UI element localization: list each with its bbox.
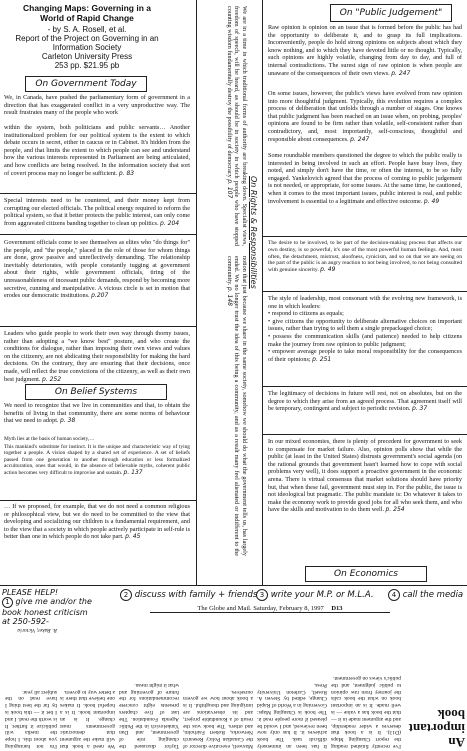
leadership-bullet: • empower average people to take moral responsibility for the consequences of their opinions; p. 251 — [268, 348, 462, 363]
clipping-title: An important book — [408, 707, 465, 750]
economics-p1-text: In our mixed economies, there is plenty of precedent for government to seek to compensate for market failure. Also, opinion polls show that while the public (at least in the United States) distrusts government's social agenda (on the rational grounds that government hasn't learned how to cope with social problems very well), it does support a proactive government in the economic arena. There is virtual consensus that market solutions should have priority but, that when these fail, government must step in. For the public, the issue is not ideological but pragmatic. The public mandate is: Do whatever it takes to make the economy work to provide good jobs for all who seek them, and who have the skills and motivation to do them well. — [268, 438, 462, 514]
government-today-p3-page: p. 204 — [160, 219, 180, 227]
economics-heading: On Economics — [334, 569, 398, 579]
public-judgement-p1-text: Raw opinion is opinion on an issue that is formed before the public has had the opportunity to deliberate it, and to grasp its full implications. Inconveniently, people do hold strong opinions on subjects about which they know nothing, and to which they have devoted little or no thought. Typically, such opinions are highly volatile, changing from day to day, and full of internal contradictions. The surest sign of raw opinion is when people are unaware of the consequences of their own views. — [268, 24, 462, 77]
public-judgement-p2-text: On some issues, however, the public's views have evolved from raw opinion into more thoughtful judgment. Typically, this evolution requires a complex process of deliberation that unfolds through a number of stages. One knows that public judgment has been reached on an issue when, on probing, peoples' opinions are found to be firm rather than volatile, self-consistent rather than contradictory, and, most importantly, self-conscious, thoughtful and responsible about consequences. — [268, 90, 462, 143]
government-today-p2 — [4, 124, 190, 177]
government-today-p3-text: Special interests need to be countered, and their money kept from corrupting our elected officials. The political energy required to reform the political system, so that it better protects the public interest, can only come from aggravated citizens banding together to clean up politics. — [4, 197, 190, 227]
government-today-p2-text: within the system, both politicians and public servants… Another institutionalized problem for our political system is the extent to which debate occurs in secret, either in caucus or in Cabinet. It's hidden from the people, and that limits the extent to which people can see and understand how the various interests represented in Parliament are being articulated, and how conflicts are being resolved. In the information society that sort of covert process may no longer be sufficient. — [4, 124, 190, 177]
leadership-bullet-text: respond to citizens as equals; — [271, 310, 344, 318]
government-today-p4-page: p.207 — [91, 292, 109, 300]
discuss-label: discuss with family + friends — [134, 590, 258, 600]
government-today-box — [25, 76, 147, 92]
book-meta: 253 pp. $21.95 pb — [54, 61, 120, 70]
divider — [263, 434, 467, 435]
public-judgement-p4 — [268, 240, 462, 274]
leadership-bullet: • possess the communication skills (and patience) needed to help citizens make the journey from raw opinion to public judgment; — [268, 332, 462, 348]
item1-number-badge: 1 — [2, 597, 13, 608]
book-publisher: Carleton University Press — [41, 52, 133, 61]
public-judgement-p1 — [268, 24, 462, 77]
clipping-col2: It has been an immensely difficult task. The book achieves it. It has only now been reviewed, and I would be pleased if more people read it. The book is Changing Maps: Governing in a World of Rapid Change, edited by Steven A. Rosell, Carleton University Press. — [257, 681, 327, 749]
belief-systems-p1-text: We need to recognize that we live in communities and that, to obtain the benefits of living in that community, there are some norms of behaviour that we need to adopt. — [4, 402, 190, 425]
divider — [263, 386, 467, 387]
government-today-p4-text: Government officials come to see themselves as elites who "do things for" the people, and "the people," placed in the role of those for whom things are done, grow passive and unreflectively demanding. The relationship inevitably deteriorates, with people constantly tugging at government about their rights, while government officials, tiring of the unreasonableness of incessant public demands, respond by becoming more secretive, cunning and manipulative. A vicious circle is set in motion that erodes our democratic institutions. — [4, 239, 190, 300]
item4-number-badge: 4 — [388, 589, 400, 601]
phone-text: at 250-592- — [2, 617, 49, 626]
divider — [0, 193, 196, 194]
government-today-p1: We, in Canada, have pushed the parliamentary form of government in a direction that has exaggerated conflict in a very unproductive way. The result frustrates many of the people who work — [4, 94, 190, 117]
divider — [263, 291, 467, 292]
public-judgement-box — [330, 4, 452, 22]
call-label: call the media — [402, 590, 464, 600]
leadership-bullet: • give citizens the opportunity to deliberate alternative choices on important issues, rather than trying to sell them a single prepackaged choice; — [268, 317, 462, 333]
leadership-bullet-text: give citizens the opportunity to deliberate alternative choices on important issues, rather than trying to sell them a single prepackaged choice; — [268, 317, 462, 333]
belief-systems-heading: On Belief Systems — [54, 387, 138, 397]
government-today-p5 — [4, 330, 190, 383]
masthead-page: D13 — [331, 605, 343, 612]
clipping-signature: R. Baker, Victoria — [17, 627, 57, 633]
government-today-heading: On Government Today — [35, 79, 137, 89]
item3-number-badge: 3 — [256, 589, 268, 601]
belief-systems-p4-text: … If we proposed, for example, that we do not need a common religious or philosophical view, but we do need to be committed to the view that developing and socializing our children is a fundamental requirement, and to the view that a society in which people actively participate in self-rule is better than one in which people do not take part. — [4, 503, 190, 541]
item2-number-badge: 2 — [120, 589, 132, 601]
public-judgement-p6-page: p. 37 — [411, 405, 428, 413]
please-help-text: PLEASE HELP! — [2, 588, 59, 597]
government-today-p2-page: p. 83 — [118, 169, 135, 177]
belief-systems-p4-page: p. 45 — [125, 533, 141, 541]
government-today-p3 — [4, 197, 190, 227]
book-crit-text: book honest criticism — [2, 608, 88, 617]
economics-p1 — [268, 438, 462, 514]
clipping-col5: We need a book that will make the argument that democratic governments must change. It is an important book. It is a hopeful book. It makes one believe that there is a better way to govern. — [60, 688, 115, 749]
book-header — [12, 4, 162, 70]
public-judgement-p5-intro: The style of leadership, most consonant with the evolving new framework, is one in which leaders: — [268, 295, 462, 310]
belief-systems-box — [25, 384, 167, 400]
public-judgement-p3-text: Some roundtable members questioned the degree to which the public really is interested in being involved in such an effort. People have busy lives, they noted, and simply don't have the time, or often the interest, to be so fully engaged. Yankelovich agreed that the process of coming to public judgement is not needed, or appropriate, for some issues. At the same time, he cautioned, when it comes to the most important issues, public interest is real, and public involvement is essential to a legitimate and effective outcome. — [268, 152, 462, 205]
clipping-upside-down — [2, 616, 467, 751]
public-judgement-p2 — [268, 90, 462, 143]
belief-systems-p3 — [4, 444, 190, 476]
belief-systems-p2: Myth lies at the basis of human society,… — [4, 436, 95, 442]
public-judgement-p4-text: The desire to be involved, to be part of the decision-making process that affects our own destiny, is so powerful, it's one of the most powerful human feelings. And, most often, the detachment, mistrust, aloofness, cynicism, and so on that we are seeing on the part of the public is an angry reaction to not being involved, to not being consulted with genuine sincerity. — [268, 240, 462, 274]
clipping-col1: I've recently finished reading the report Changing Maps (D13). It is a book that deserves a wider readership, and the argument made in it — that the book has a value — is well made. It is an important book on what the book calls the journey from raw opinion to public judgment, and the public's views on government. — [331, 675, 401, 749]
belief-systems-p1 — [4, 402, 190, 425]
belief-systems-p1-page: p. 38 — [60, 417, 76, 425]
leadership-bullet: • respond to citizens as equals; — [268, 310, 344, 318]
side-note-page1: p. 107 — [225, 179, 233, 199]
belief-systems-p3-text: This mankind's substitute for instinct. It is the unique and characteristic way of tying together a people. A vision shaped by a shared set of experience. A set of beliefs passed from one generation to another through education or less formalized acculturation, ones that would, in the absence of believable myths, coherent public action becomes very difficult to improvise and sustain. — [4, 444, 190, 476]
public-judgement-p3-page: p. 49 — [423, 197, 440, 205]
public-judgement-p2-page: p. 247 — [350, 135, 370, 143]
government-today-p5-text: Leaders who guide people to work their own way through thorny issues, rather than adopting a "we know best" posture, and who create the conditions for dialogue, rather than imposing their own views and values on the citizenry, are not abdicating their responsibility for making the hard decisions. On the contrary, they are ensuring that their decisions, once made, will reflect the true convictions of the citizenry, as well as their own best judgment. — [4, 330, 190, 383]
public-judgement-heading: On "Public Judgement" — [339, 8, 443, 18]
economics-p1-page: p. 254 — [385, 506, 405, 514]
public-judgement-p4-page: p. 49 — [320, 266, 336, 274]
action-item-write — [256, 589, 374, 601]
divider — [0, 234, 196, 235]
public-judgement-p1-page: p. 247 — [391, 69, 411, 77]
belief-systems-p4 — [4, 503, 190, 541]
leadership-bullet-text: possess the communication skills (and patience) needed to help citizens make the journey from raw opinion to public judgment; — [268, 332, 462, 348]
divider — [263, 236, 467, 237]
public-judgement-p3 — [268, 152, 462, 205]
side-note-text2-body: notion that just because we share in the same society, somehow we should do what the government tells us, has largely ended. We no longer trust the idea of this being a community, and as a result many feel alienated or indifferent to the community. — [225, 256, 248, 556]
give-me-text — [2, 597, 112, 608]
action-item-discuss — [120, 589, 257, 601]
government-today-p4 — [4, 239, 190, 300]
divider — [0, 500, 196, 501]
clipping-col6: I'm not haranguing you about this. I hope the media will publicize it further. It is worth the read. I and I bet it — this book is by far the best thing I have read on the subject all year. — [5, 688, 57, 749]
divider — [0, 326, 196, 327]
newspaper-masthead — [150, 605, 390, 613]
public-judgement-p5 — [268, 295, 462, 363]
leadership-bullet-text: empower average people to take moral responsibility for the consequences of their opinions; — [268, 348, 462, 363]
book-author: - by S. A. Rosell, et al. — [47, 25, 127, 34]
book-report: Report of the Project on Governing in an Information Society — [15, 34, 159, 52]
public-judgement-p5-page: p. 251 — [312, 355, 332, 363]
book-title: Changing Maps: Governing in a World of Rapid Change — [23, 3, 151, 23]
bottom-strip-border — [0, 585, 467, 586]
clipping-col3: Maxwell, executive director of the Canadian Policy Research Networks, Robert Fairholm, and others. The book was the result of a Roundtable project, and its observations are intriguing and thoughtful. It is a book about how we govern ourselves. — [183, 688, 253, 749]
government-today-p5-page: p. 252 — [41, 375, 62, 383]
side-note-text1-body: We are in a time in which traditional forms of authority are breaking down. Specialist views, freedom of speech, will be heard, as should be in society in which people who have stopped counting wisdom fundamentally destroy the possibility of democracy — [225, 6, 248, 246]
public-judgement-p6 — [268, 390, 462, 413]
side-note-page2: p. 148 — [225, 286, 233, 306]
public-judgement-p6-text: The legitimacy of decisions in future will rest, not on absolutes, but on the degree to which they arise from an agreed process. That agreement itself will be temporary, contingent and subject to periodic revision. — [268, 390, 462, 413]
side-note-text1 — [225, 6, 248, 246]
write-label: write your M.P. or M.L.A. — [270, 590, 374, 600]
give-me-label: give me and/or the — [15, 597, 92, 606]
clipping-col4: Taylor discussed the changing role of government, and Dan Yankelovich in the Public Agenda Foundation. The last of five chapters presents eight concrete recommendations for the future of governing and what it might mean. — [119, 681, 179, 749]
rights-heading: On Rights & Responsibilities — [249, 176, 258, 289]
action-item-call — [388, 589, 463, 601]
column-border-right — [262, 0, 263, 585]
side-note-rotated — [202, 6, 258, 566]
economics-box — [305, 566, 427, 582]
masthead-text: The Globe and Mail. Saturday, February 8, 1997 — [197, 605, 324, 612]
column-border-left — [196, 0, 197, 585]
belief-systems-p3-page: p. 137 — [123, 468, 143, 476]
side-note-text2 — [225, 256, 248, 556]
